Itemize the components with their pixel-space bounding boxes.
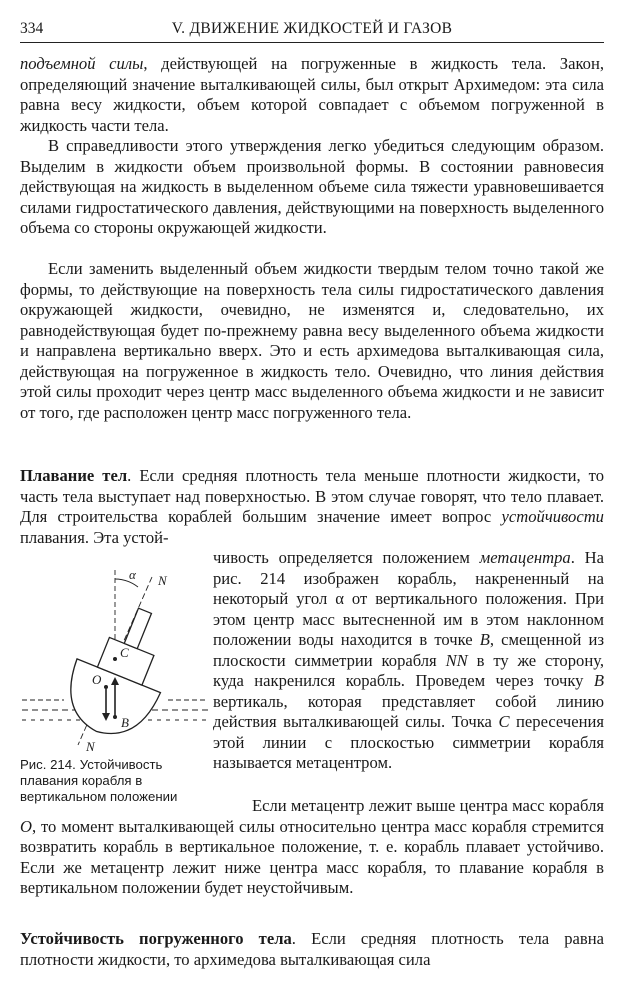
page-number: 334 — [20, 20, 44, 37]
paragraph-4-tail: плавания. Эта устой- — [20, 527, 169, 547]
chapter-title: V. ДВИЖЕНИЕ ЖИДКОСТЕЙ И ГАЗОВ — [171, 20, 453, 37]
paragraph-3-text: Если заменить выделенный объем жидкости твердым телом точно такой же формы, то действующие на поверхность тела силы гидростатического давления окружающей жидкости, очевидно, не изменятся и, следовательно, их равнодействующая будет по-прежнему равна весу выделенного объема жидкости и направлена вертикально вверх. Это и есть архимедова выталкивающая сила, действующая на погруженное в жидкость тело. Очевидно, что линия действия этой силы проходит через центр масс выделенного объема жидкости и не зависит от того, где расположен центр масс погруженного тела. — [20, 259, 604, 422]
wrap-text-f: пересечения этой линии с плоскостью симметрии корабля называется метацентром. — [213, 712, 604, 772]
label-n-bottom: N — [86, 739, 95, 754]
wrap-text-b: . На рис. 214 изображен корабль, накрененный на некоторый угол α от вертикального положения. При этом центр масс вытесненной им в этом наклонном положении воды находится в точке — [213, 548, 604, 649]
paragraph-4-text: . Если средняя плотность тела меньше плотности жидкости, то часть тела выступает над поверхностью. В этом случае говорят, что тело плавает. Для строительства кораблей большим значение имеет вопрос — [20, 466, 604, 526]
paragraph-5 — [20, 796, 604, 899]
point-c — [113, 657, 117, 661]
paragraph-submerged — [20, 929, 604, 970]
wrapped-text-block — [213, 548, 604, 774]
ship-funnel — [124, 608, 151, 648]
paragraph-2-text: В справедливости этого утверждения легко убедиться следующим образом. Выделим в жидкости объем произвольной формы. В состоянии равновесия действующая на жидкость в выделенном объеме сила тяжести уравновешивается силами гидростатического давления, действующими на поверхность выделенного объема со стороны окружающей жидкости. — [20, 136, 604, 237]
point-b-ref: B — [479, 630, 490, 649]
point-o-ref: O — [20, 816, 32, 836]
wrap-text-a: чивость определяется положением — [213, 548, 470, 567]
caption-text: Устойчивость плавания корабля в вертикальном положении — [20, 757, 178, 804]
page-header — [20, 20, 604, 43]
paragraph-1-text: , действующей на погруженные в жидкость тела. Закон, определяющий значение выталкивающей силы, был открыт Архимедом: эта сила равна весу жидкости, объем которой совпадает с объемом погруженной в жидкость части тела. — [20, 54, 604, 135]
caption-number: Рис. 214. — [20, 757, 76, 772]
point-b — [113, 715, 117, 719]
point-o — [104, 685, 108, 689]
label-o: O — [92, 672, 102, 687]
term-lift-force: подъемной силы — [20, 54, 144, 73]
plane-nn-ref: NN — [445, 650, 468, 670]
paragraph-floating-bodies — [20, 466, 604, 548]
paragraph-3 — [20, 259, 604, 423]
point-c-ref: C — [498, 712, 510, 731]
paragraph-5-text-b: , то момент выталкивающей силы относительно центра масс корабля стремится возвратить корабль в вертикальное положение, т. е. корабль плавает устойчиво. Если же метацентр лежит ниже центра масс корабля, то плавание корабля в вертикальном положении будет неустойчивым. — [20, 816, 604, 897]
term-stability: устойчивости — [501, 507, 604, 526]
section-heading-floating: Плавание тел — [20, 466, 128, 485]
paragraph-6-text: . Если средняя плотность тела равна плотности жидкости, то архимедова выталкивающая сила — [20, 929, 604, 969]
paragraph-5-text-a: Если метацентр лежит выше центра масс корабля — [252, 796, 604, 815]
wrap-text-d: в ту же сторону, куда накренился корабль. Проведем через точку — [213, 650, 604, 690]
paragraph-1 — [20, 54, 604, 136]
ship-stability-figure — [20, 565, 210, 755]
wrap-text-e: вертикаль, которая представляет собой линию действия выталкивающей силы. Точка — [213, 691, 604, 731]
label-b: B — [121, 715, 129, 730]
paragraph-2 — [20, 136, 604, 239]
point-b-ref-2: B — [593, 671, 604, 690]
term-metacenter: метацентра — [479, 548, 571, 567]
label-alpha: α — [129, 567, 136, 582]
label-n-top: N — [158, 573, 167, 588]
label-c: C — [120, 645, 129, 660]
section-heading-submerged: Устойчивость погруженного тела — [20, 929, 292, 948]
wrap-text-c: , смещенной из плоскости симметрии корабля — [213, 630, 604, 670]
